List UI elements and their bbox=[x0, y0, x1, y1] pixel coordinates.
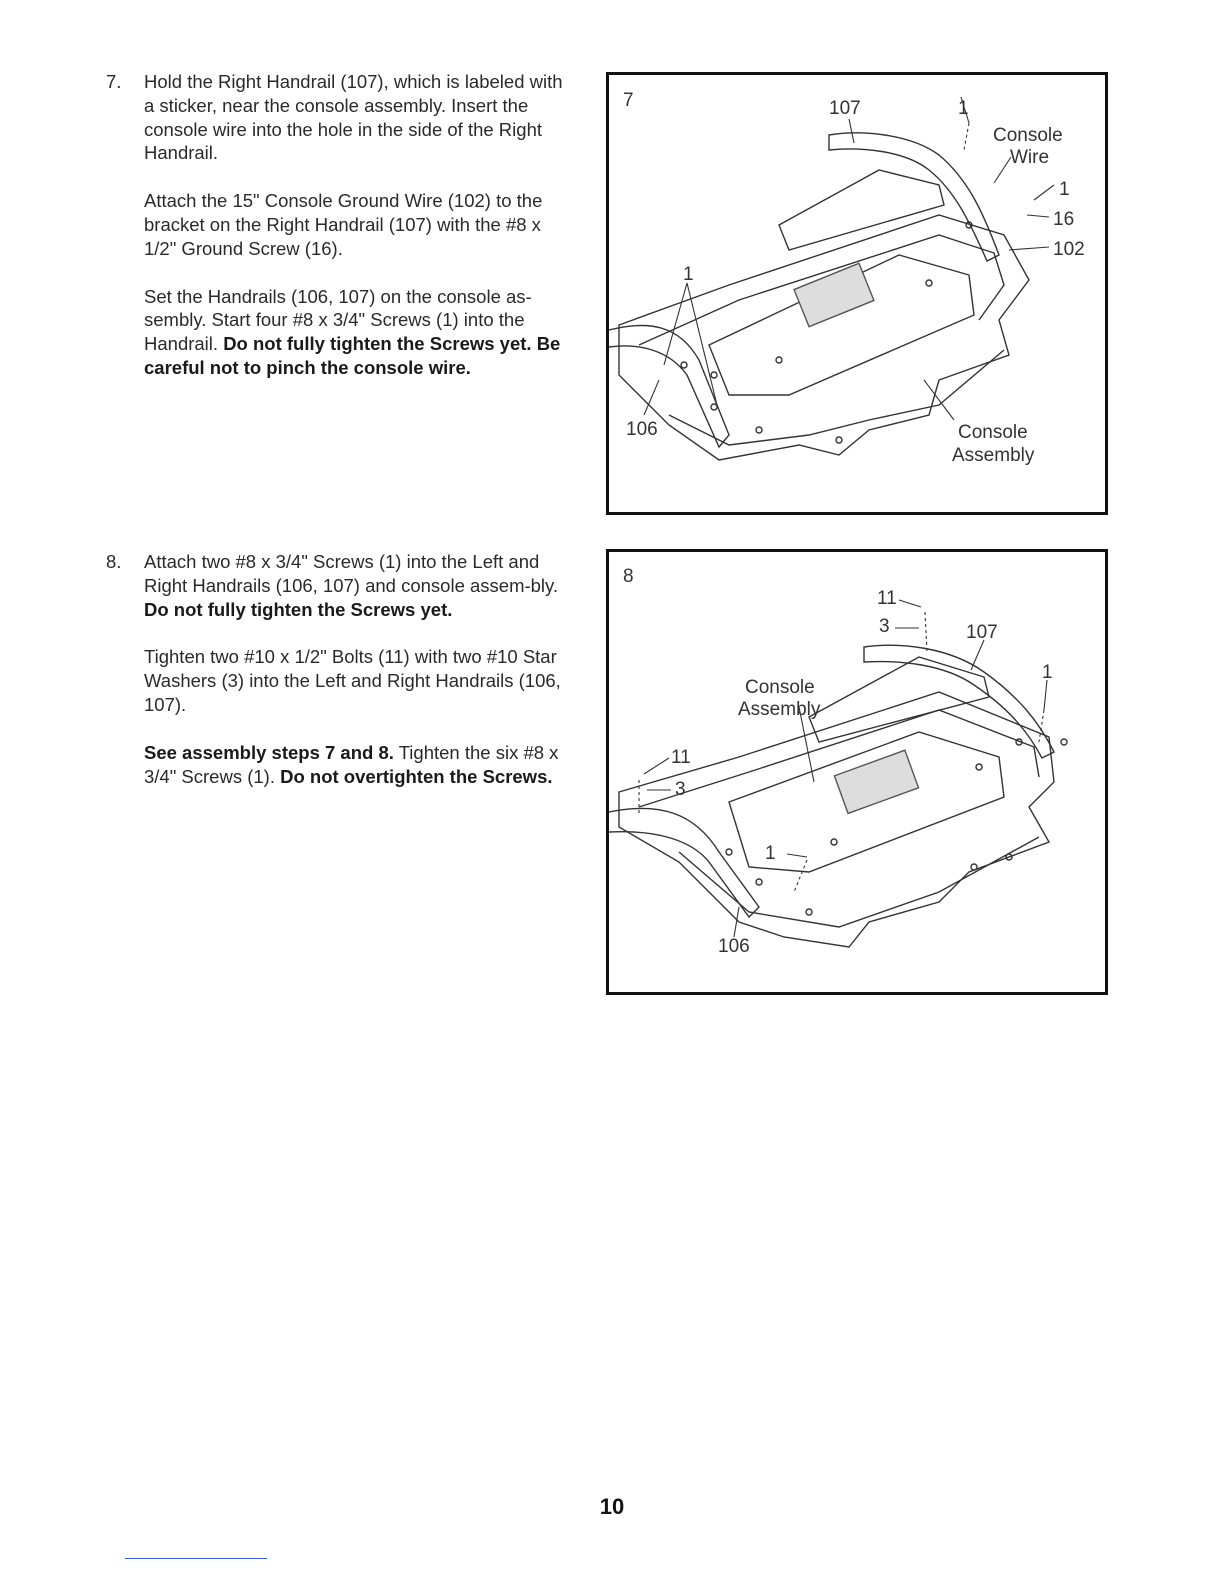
step-8-paragraph-2: Tighten two #10 x 1/2" Bolts (11) with two #10 Star Washers (3) into the Left and Right Handrails (106, 107). bbox=[144, 646, 561, 715]
callout-1-center: 1 bbox=[765, 843, 776, 864]
callout-console-assembly-2: Assembly bbox=[738, 699, 821, 720]
callout-console-wire-2: Wire bbox=[1010, 147, 1050, 168]
callout-1-side: 1 bbox=[1059, 179, 1070, 200]
figure-8-label: 8 bbox=[623, 566, 634, 587]
callout-11-left: 11 bbox=[671, 747, 691, 768]
step-7-paragraph-1: Hold the Right Handrail (107), which is labeled with a sticker, near the console assembly. Insert the console wire into the hole in the side of the Right Handrail. bbox=[144, 71, 563, 164]
step-8-number: 8. bbox=[106, 551, 122, 572]
step-8-reference: See assembly steps 7 and 8. bbox=[144, 741, 394, 763]
step-8-paragraph-1-text: Attach two #8 x 3/4" Screws (1) into the Left and Right Handrails (106, 107) and console assem-bly. bbox=[144, 551, 559, 596]
step-7-paragraph-2: Attach the 15" Console Ground Wire (102) to the bracket on the Right Handrail (107) with the #8 x 1/2" Ground Screw (16). bbox=[144, 190, 543, 259]
step-7-warning: Do not fully tighten the Screws yet. Be careful not to pinch the console wire. bbox=[144, 333, 561, 378]
footer-divider bbox=[125, 1558, 267, 1559]
step-7-number: 7. bbox=[106, 71, 122, 92]
step-7-paragraph-3 bbox=[144, 285, 576, 380]
console-assembly-illustration bbox=[609, 133, 1029, 460]
page-number: 10 bbox=[599, 1494, 625, 1519]
step-8-warning-1: Do not fully tighten the Screws yet. bbox=[144, 598, 453, 620]
callout-1-right: 1 bbox=[1042, 662, 1053, 683]
callout-102: 102 bbox=[1053, 239, 1085, 260]
step-7-paragraph-3-text: Set the Handrails (106, 107) on the console as-sembly. Start four #8 x 3/4" Screws (1) into the Handrail. bbox=[144, 285, 532, 355]
callout-106: 106 bbox=[626, 419, 658, 440]
figure-8-drawing bbox=[609, 552, 1105, 992]
callout-106: 106 bbox=[718, 936, 750, 957]
callout-1-top: 1 bbox=[958, 98, 969, 119]
callout-16: 16 bbox=[1053, 209, 1075, 230]
step-7 bbox=[106, 70, 576, 404]
figure-8 bbox=[606, 549, 1108, 995]
step-8-paragraph-3 bbox=[144, 741, 576, 789]
step-8 bbox=[106, 550, 576, 812]
step-8-paragraph-1 bbox=[144, 550, 576, 621]
figure-7-label: 7 bbox=[623, 90, 634, 111]
callout-11-top: 11 bbox=[877, 588, 897, 609]
callout-console-assembly-1: Console bbox=[745, 677, 815, 698]
figure-7-drawing bbox=[609, 75, 1105, 512]
callout-1-left: 1 bbox=[683, 264, 694, 285]
step-8-warning-2: Do not overtighten the Screws. bbox=[280, 765, 553, 787]
callout-console-wire-1: Console bbox=[993, 125, 1063, 146]
step-8-paragraph-3-text: Tighten the six #8 x 3/4" Screws (1). bbox=[144, 741, 559, 787]
callout-107: 107 bbox=[966, 622, 998, 643]
callout-console-assembly-2: Assembly bbox=[952, 445, 1035, 466]
callout-3-top: 3 bbox=[879, 616, 890, 637]
callout-3-left: 3 bbox=[675, 779, 686, 800]
callout-107: 107 bbox=[829, 98, 861, 119]
figure-7 bbox=[606, 72, 1108, 515]
callout-console-assembly-1: Console bbox=[958, 422, 1028, 443]
